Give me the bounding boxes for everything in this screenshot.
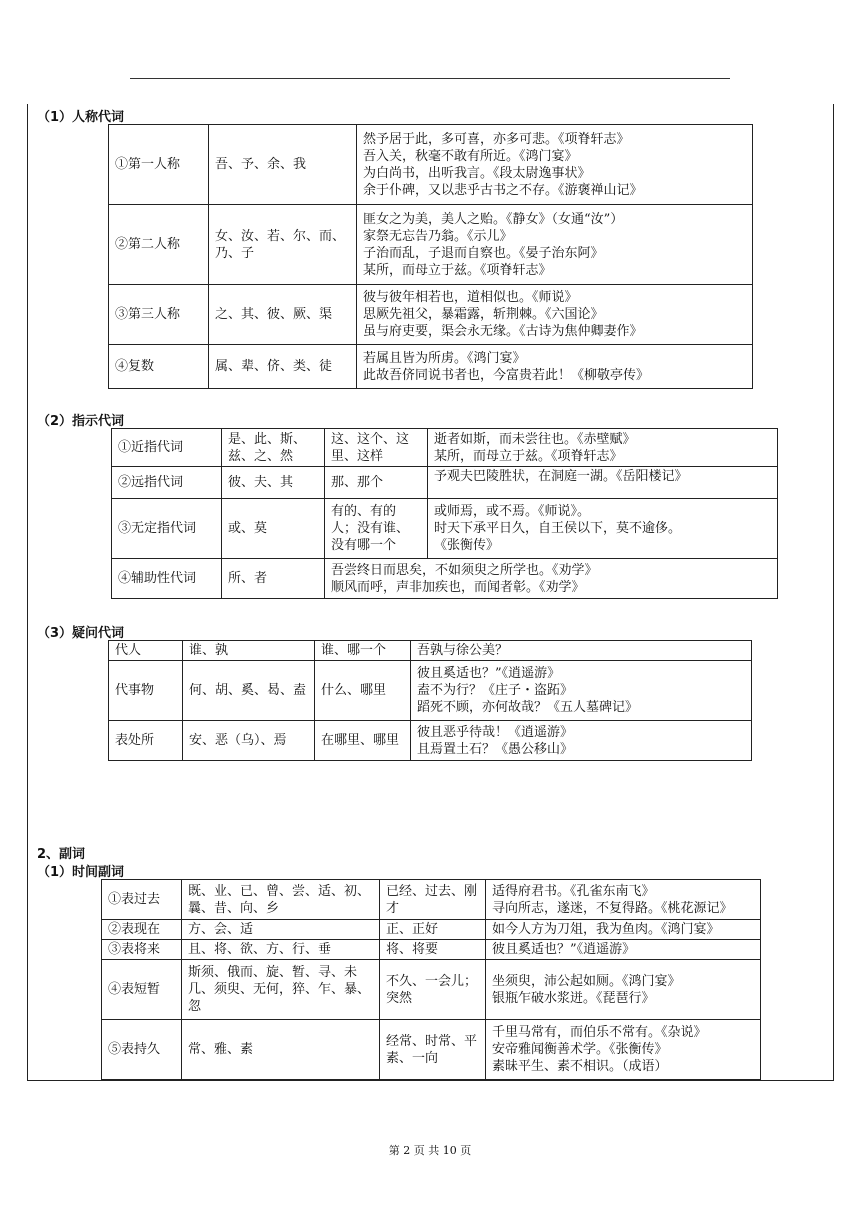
example-line: 彼与彼年相若也，道相似也。《师说》 bbox=[363, 290, 578, 305]
example-line: 某所，而母立于兹。《项脊轩志》 bbox=[434, 448, 623, 464]
table-row bbox=[109, 721, 752, 761]
example-line: 寻向所志，遂迷，不复得路。《桃花源记》 bbox=[492, 900, 733, 916]
row-label: ④辅助性代词 bbox=[112, 559, 222, 599]
example-line: 或师焉，或不焉。《师说》。 bbox=[434, 504, 591, 519]
example-line: 子治而乱，子退而自察也。《晏子治东阿》 bbox=[363, 245, 604, 261]
adverb-meaning: 已经、过去、刚才 bbox=[380, 880, 486, 920]
example-line: 然予居于此，多可喜，亦多可悲。《项脊轩志》 bbox=[363, 131, 630, 147]
row-label: ②第二人称 bbox=[109, 205, 209, 285]
table-row bbox=[102, 960, 761, 1020]
row-label: ③表将来 bbox=[102, 940, 182, 960]
adverb-words: 且、将、欲、方、行、垂 bbox=[182, 940, 380, 960]
heading-time-adverbs: （1）时间副词 bbox=[37, 865, 125, 880]
example-line: 银瓶乍破水浆迸。《琵琶行》 bbox=[492, 990, 655, 1006]
example-line: 《张衡传》 bbox=[434, 538, 500, 553]
example-line: 予观夫巴陵胜状，在洞庭一湖。《岳阳楼记》 bbox=[434, 469, 688, 484]
pronoun-words: 所、者 bbox=[222, 559, 325, 599]
example-line: 千里马常有，而伯乐不常有。《杂说》 bbox=[492, 1025, 707, 1040]
example-line: 此故吾侪同说书者也，今富贵若此！《柳敬亭传》 bbox=[363, 367, 650, 383]
example-sentences bbox=[486, 940, 761, 960]
table-row bbox=[109, 205, 753, 285]
table-row bbox=[102, 940, 761, 960]
pronoun-meaning: 什么、哪里 bbox=[315, 661, 411, 721]
heading-personal-pronouns: （1）人称代词 bbox=[37, 110, 125, 125]
example-line: 虽与府吏要，渠会永无缘。《古诗为焦仲卿妻作》 bbox=[363, 324, 643, 339]
row-label: ①近指代词 bbox=[112, 429, 222, 467]
table-row bbox=[112, 559, 778, 599]
table-row bbox=[102, 920, 761, 940]
table-row bbox=[109, 285, 753, 345]
example-line: 余于仆碑，又以悲乎古书之不存。《游褒禅山记》 bbox=[363, 182, 643, 198]
pronoun-words: 女、汝、若、尔、而、乃、子 bbox=[209, 205, 357, 285]
example-sentences bbox=[357, 125, 753, 205]
row-label: ②表现在 bbox=[102, 920, 182, 940]
example-sentences bbox=[411, 721, 752, 761]
example-line: 彼且恶乎待哉！《逍遥游》 bbox=[417, 724, 574, 740]
pronoun-words: 安、恶（乌）、焉 bbox=[183, 721, 315, 761]
table-row bbox=[109, 661, 752, 721]
pronoun-words: 或、莫 bbox=[222, 499, 325, 559]
example-sentences bbox=[411, 661, 752, 721]
example-sentences bbox=[486, 1020, 761, 1080]
heading-demonstrative-pronouns: （2）指示代词 bbox=[37, 414, 125, 429]
pronoun-words: 是、此、斯、兹、之、然 bbox=[222, 429, 325, 467]
row-label: ③无定指代词 bbox=[112, 499, 222, 559]
table-row bbox=[109, 125, 753, 205]
example-line: 适得府君书。《孔雀东南飞》 bbox=[492, 883, 655, 899]
pronoun-words: 何、胡、奚、曷、盍 bbox=[183, 661, 315, 721]
pronoun-words: 吾、予、余、我 bbox=[209, 125, 357, 205]
example-sentences bbox=[357, 345, 753, 389]
adverb-words: 方、会、适 bbox=[182, 920, 380, 940]
example-line: 彼且奚适也？”《逍遥游》 bbox=[417, 666, 561, 681]
example-line: 吾入关，秋毫不敢有所近。《鸿门宴》 bbox=[363, 148, 578, 164]
row-label: 表处所 bbox=[109, 721, 183, 761]
example-line: 为白尚书，出听我言。《段太尉逸事状》 bbox=[363, 165, 591, 181]
row-label: ①第一人称 bbox=[109, 125, 209, 205]
example-line: 蹈死不顾，亦何故哉？《五人墓碑记》 bbox=[417, 700, 639, 715]
example-line: 时天下承平日久，自王侯以下，莫不逾侈。 bbox=[434, 521, 682, 536]
example-line: 且焉置土石？《愚公移山》 bbox=[417, 741, 574, 757]
adverb-meaning: 将、将要 bbox=[380, 940, 486, 960]
header-rule bbox=[130, 78, 730, 79]
table-demonstrative-pronouns bbox=[111, 428, 778, 599]
adverb-meaning: 正、正好 bbox=[380, 920, 486, 940]
page-footer: 第 2 页 共 10 页 bbox=[388, 1144, 472, 1157]
heading-interrogative-pronouns: （3）疑问代词 bbox=[37, 626, 125, 641]
row-label: ④表短暂 bbox=[102, 960, 182, 1020]
example-line: 彼且奚适也？”《逍遥游》 bbox=[492, 942, 636, 957]
example-sentences bbox=[411, 641, 752, 661]
example-sentences bbox=[486, 920, 761, 940]
table-interrogative-pronouns bbox=[108, 640, 752, 761]
example-line: 素昧平生、素不相识。（成语） bbox=[492, 1059, 668, 1074]
example-line: 若属且皆为所虏。《鸿门宴》 bbox=[363, 350, 526, 366]
pronoun-words: 谁、孰 bbox=[183, 641, 315, 661]
row-label: ⑤表持久 bbox=[102, 1020, 182, 1080]
example-line: 吾尝终日而思矣，不如须臾之所学也。《劝学》 bbox=[331, 562, 598, 578]
example-line: 吾孰与徐公美？ bbox=[417, 643, 509, 658]
example-line: 思厥先祖父，暴霜露，斩荆棘。《六国论》 bbox=[363, 307, 604, 322]
table-row bbox=[109, 641, 752, 661]
example-line: 顺风而呼，声非加疾也，而闻者彰。《劝学》 bbox=[331, 579, 585, 595]
pronoun-words: 属、辈、侪、类、徒 bbox=[209, 345, 357, 389]
example-sentences bbox=[428, 467, 778, 499]
example-sentences bbox=[357, 205, 753, 285]
adverb-words: 斯须、俄而、旋、暂、寻、未几、须臾、无何，猝、乍、暴、忽 bbox=[182, 960, 380, 1020]
table-row bbox=[112, 429, 778, 467]
example-sentences bbox=[428, 429, 778, 467]
example-line: 坐须臾，沛公起如厕。《鸿门宴》 bbox=[492, 973, 681, 989]
example-line: 逝者如斯，而未尝往也。《赤壁赋》 bbox=[434, 431, 636, 447]
row-label: 代人 bbox=[109, 641, 183, 661]
row-label: 代事物 bbox=[109, 661, 183, 721]
pronoun-words: 彼、夫、其 bbox=[222, 467, 325, 499]
example-sentences bbox=[486, 960, 761, 1020]
table-row bbox=[102, 1020, 761, 1080]
row-label: ②远指代词 bbox=[112, 467, 222, 499]
table-row bbox=[112, 499, 778, 559]
example-line: 如今人方为刀俎，我为鱼肉。《鸿门宴》 bbox=[492, 922, 720, 937]
pronoun-meaning: 这、这个、这里、这样 bbox=[325, 429, 428, 467]
row-label: ①表过去 bbox=[102, 880, 182, 920]
pronoun-meaning: 有的、有的人；没有谁、没有哪一个 bbox=[325, 499, 428, 559]
adverb-meaning: 经常、时常、平素、一向 bbox=[380, 1020, 486, 1080]
pronoun-meaning: 谁、哪一个 bbox=[315, 641, 411, 661]
example-sentences bbox=[325, 559, 778, 599]
adverb-meaning: 不久、一会儿；突然 bbox=[380, 960, 486, 1020]
table-row bbox=[109, 345, 753, 389]
example-sentences bbox=[428, 499, 778, 559]
adverb-words: 既、业、已、曾、尝、适、初、曩、昔、向、乡 bbox=[182, 880, 380, 920]
row-label: ④复数 bbox=[109, 345, 209, 389]
example-sentences bbox=[357, 285, 753, 345]
row-label: ③第三人称 bbox=[109, 285, 209, 345]
example-line: 某所，而母立于兹。《项脊轩志》 bbox=[363, 262, 552, 278]
example-line: 家祭无忘告乃翁。《示儿》 bbox=[363, 228, 513, 244]
example-line: 匪女之为美，美人之贻。《静女》（女通“汝”） bbox=[363, 211, 624, 227]
example-line: 盍不为行？《庄子・盗跖》 bbox=[417, 683, 574, 698]
table-time-adverbs bbox=[101, 879, 761, 1080]
table-row bbox=[102, 880, 761, 920]
table-row bbox=[112, 467, 778, 499]
table-personal-pronouns bbox=[108, 124, 753, 389]
pronoun-words: 之、其、彼、厥、渠 bbox=[209, 285, 357, 345]
example-line: 安帝雅闻衡善术学。《张衡传》 bbox=[492, 1042, 668, 1057]
adverb-words: 常、雅、素 bbox=[182, 1020, 380, 1080]
pronoun-meaning: 那、那个 bbox=[325, 467, 428, 499]
example-sentences bbox=[486, 880, 761, 920]
heading-adverbs: 2、副词 bbox=[37, 847, 86, 862]
pronoun-meaning: 在哪里、哪里 bbox=[315, 721, 411, 761]
